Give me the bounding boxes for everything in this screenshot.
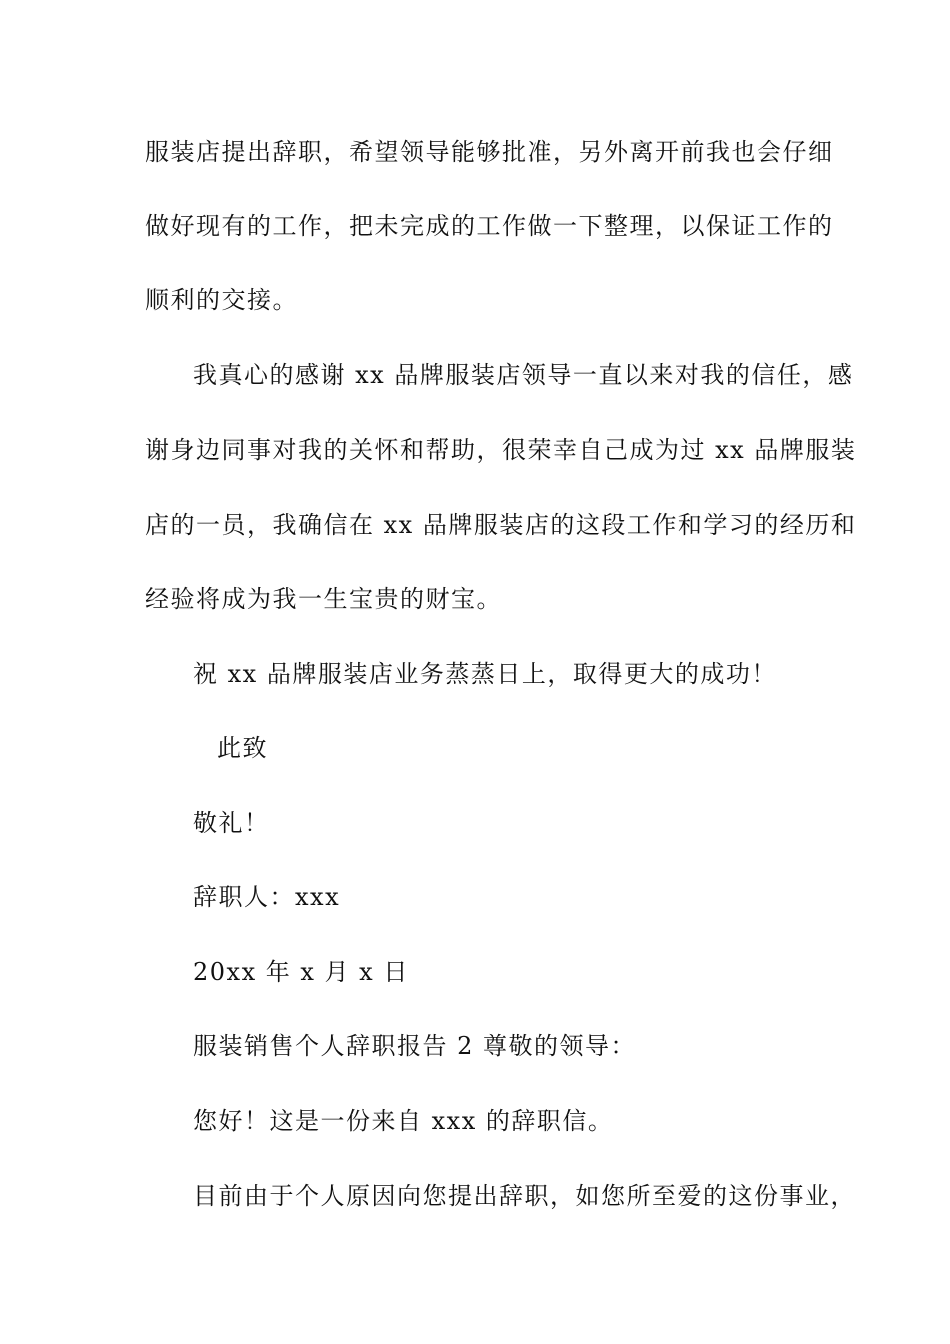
second-letter-greeting: 您好！这是一份来自 xxx 的辞职信。	[193, 1107, 614, 1135]
paragraph-line-2: 做好现有的工作，把未完成的工作做一下整理，以保证工作的	[145, 212, 834, 240]
paragraph-line-3: 顺利的交接。	[145, 286, 298, 314]
signature-name: 辞职人：xxx	[193, 883, 341, 911]
salutation-cizhi: 此致	[217, 734, 268, 762]
paragraph-line-7: 经验将成为我一生宝贵的财宝。	[145, 585, 502, 613]
paragraph-line-4: 我真心的感谢 xx 品牌服装店领导一直以来对我的信任，感	[193, 361, 854, 389]
paragraph-line-5: 谢身边同事对我的关怀和帮助，很荣幸自己成为过 xx 品牌服装	[145, 436, 857, 464]
closing-wish: 祝 xx 品牌服装店业务蒸蒸日上，取得更大的成功！	[193, 660, 777, 688]
second-letter-heading: 服装销售个人辞职报告 2 尊敬的领导：	[193, 1032, 637, 1060]
second-letter-body-line-1: 目前由于个人原因向您提出辞职，如您所至爱的这份事业，	[193, 1182, 856, 1210]
paragraph-line-1: 服装店提出辞职，希望领导能够批准，另外离开前我也会仔细	[145, 138, 834, 166]
signature-date: 20xx 年 x 月 x 日	[193, 958, 409, 986]
paragraph-line-6: 店的一员，我确信在 xx 品牌服装店的这段工作和学习的经历和	[145, 511, 857, 539]
salutation-jingli: 敬礼！	[193, 809, 270, 837]
